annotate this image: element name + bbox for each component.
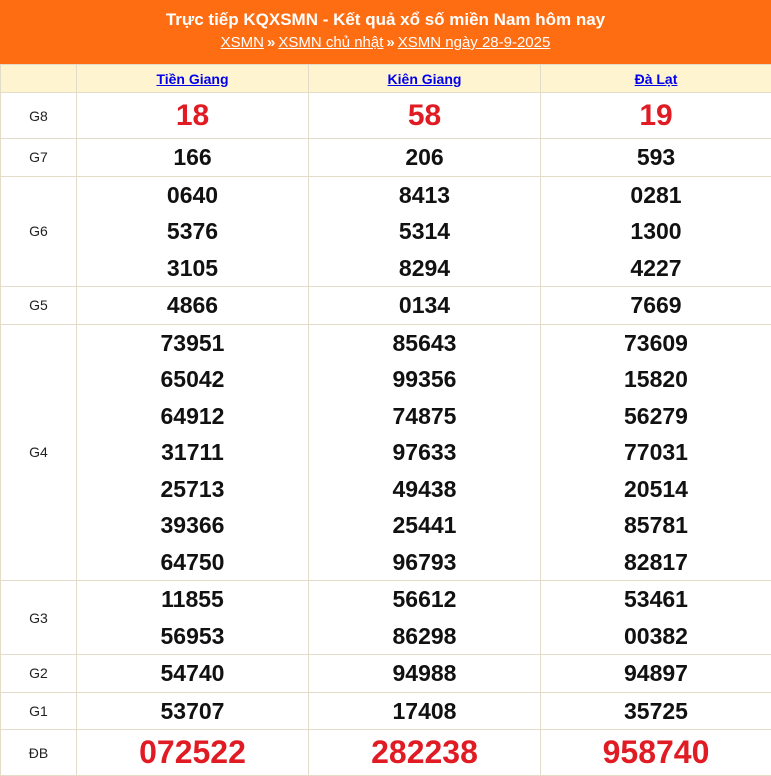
lottery-number: 86298 — [309, 618, 540, 655]
prize-cell — [309, 692, 541, 730]
prize-label: G7 — [1, 139, 77, 177]
lottery-number: 25713 — [77, 471, 308, 508]
prize-cell — [309, 655, 541, 693]
lottery-number: 11855 — [77, 581, 308, 618]
lottery-number: 77031 — [541, 434, 771, 471]
lottery-number: 73609 — [541, 325, 771, 362]
results-table — [0, 64, 771, 776]
lottery-number: 166 — [77, 139, 308, 176]
province-header-row — [1, 65, 771, 93]
prize-label: G8 — [1, 93, 77, 139]
lottery-number: 39366 — [77, 507, 308, 544]
lottery-number: 31711 — [77, 434, 308, 471]
lottery-number: 64750 — [77, 544, 308, 581]
lottery-number: 54740 — [77, 655, 308, 692]
prize-cell — [309, 176, 541, 287]
breadcrumb-xsmn-link[interactable]: XSMN — [221, 34, 264, 51]
prize-cell — [77, 324, 309, 581]
prize-row — [1, 655, 771, 693]
lottery-number: 94897 — [541, 655, 771, 692]
lottery-number: 5376 — [77, 213, 308, 250]
lottery-number: 17408 — [309, 693, 540, 730]
prize-cell — [541, 139, 771, 177]
prize-cell — [541, 581, 771, 655]
lottery-number: 85781 — [541, 507, 771, 544]
prize-cell — [77, 581, 309, 655]
lottery-number: 206 — [309, 139, 540, 176]
lottery-number: 958740 — [541, 730, 771, 775]
breadcrumb-separator: » — [267, 34, 275, 51]
lottery-number: 15820 — [541, 361, 771, 398]
lottery-number: 56612 — [309, 581, 540, 618]
prize-label: G5 — [1, 287, 77, 325]
lottery-number: 56953 — [77, 618, 308, 655]
lottery-number: 20514 — [541, 471, 771, 508]
lottery-number: 0134 — [309, 287, 540, 324]
lottery-number: 5314 — [309, 213, 540, 250]
breadcrumb-separator: » — [386, 34, 394, 51]
lottery-number: 8294 — [309, 250, 540, 287]
lottery-number: 282238 — [309, 730, 540, 775]
lottery-number: 072522 — [77, 730, 308, 775]
lottery-number: 0281 — [541, 177, 771, 214]
prize-cell — [309, 730, 541, 776]
prize-cell — [541, 324, 771, 581]
prize-column-header — [1, 65, 77, 93]
lottery-number: 85643 — [309, 325, 540, 362]
lottery-number: 7669 — [541, 287, 771, 324]
page-title: Trực tiếp KQXSMN - Kết quả xổ số miền Nam hôm nay — [0, 9, 771, 31]
province-link-kien-giang[interactable]: Kiên Giang — [388, 71, 462, 87]
lottery-number: 65042 — [77, 361, 308, 398]
lottery-number: 96793 — [309, 544, 540, 581]
prize-cell — [309, 324, 541, 581]
lottery-number: 00382 — [541, 618, 771, 655]
prize-label: G3 — [1, 581, 77, 655]
lottery-number: 82817 — [541, 544, 771, 581]
lottery-number: 97633 — [309, 434, 540, 471]
lottery-number: 593 — [541, 139, 771, 176]
prize-cell — [309, 139, 541, 177]
lottery-number: 53707 — [77, 693, 308, 730]
prize-cell — [77, 287, 309, 325]
prize-row — [1, 692, 771, 730]
lottery-number: 94988 — [309, 655, 540, 692]
lottery-number: 3105 — [77, 250, 308, 287]
province-header — [77, 65, 309, 93]
prize-cell — [309, 93, 541, 139]
lottery-number: 73951 — [77, 325, 308, 362]
prize-label: G4 — [1, 324, 77, 581]
prize-cell — [77, 730, 309, 776]
prize-row — [1, 176, 771, 287]
province-header — [541, 65, 771, 93]
prize-label: G1 — [1, 692, 77, 730]
prize-cell — [77, 655, 309, 693]
lottery-number: 56279 — [541, 398, 771, 435]
prize-cell — [77, 176, 309, 287]
prize-label: G2 — [1, 655, 77, 693]
prize-cell — [541, 655, 771, 693]
lottery-number: 64912 — [77, 398, 308, 435]
prize-row — [1, 139, 771, 177]
page-header — [0, 0, 771, 64]
lottery-number: 1300 — [541, 213, 771, 250]
lottery-number: 53461 — [541, 581, 771, 618]
prize-cell — [541, 730, 771, 776]
lottery-number: 18 — [77, 93, 308, 138]
lottery-number: 35725 — [541, 693, 771, 730]
prize-row — [1, 93, 771, 139]
province-header — [309, 65, 541, 93]
lottery-number: 4866 — [77, 287, 308, 324]
prize-row — [1, 581, 771, 655]
prize-cell — [77, 692, 309, 730]
breadcrumb-xsmn-date-link[interactable]: XSMN ngày 28-9-2025 — [398, 34, 551, 51]
prize-cell — [309, 287, 541, 325]
lottery-number: 4227 — [541, 250, 771, 287]
results-body — [1, 93, 771, 776]
breadcrumb-xsmn-sunday-link[interactable]: XSMN chủ nhật — [278, 34, 383, 51]
prize-label: G6 — [1, 176, 77, 287]
province-link-da-lat[interactable]: Đà Lạt — [635, 71, 678, 87]
lottery-number: 99356 — [309, 361, 540, 398]
prize-cell — [541, 692, 771, 730]
lottery-number: 25441 — [309, 507, 540, 544]
prize-row — [1, 324, 771, 581]
prize-label: ĐB — [1, 730, 77, 776]
prize-row — [1, 287, 771, 325]
prize-cell — [77, 93, 309, 139]
prize-cell — [77, 139, 309, 177]
lottery-number: 8413 — [309, 177, 540, 214]
prize-cell — [541, 93, 771, 139]
lottery-number: 58 — [309, 93, 540, 138]
province-link-tien-giang[interactable]: Tiền Giang — [156, 71, 228, 87]
prize-cell — [541, 287, 771, 325]
prize-row — [1, 730, 771, 776]
lottery-number: 0640 — [77, 177, 308, 214]
prize-cell — [309, 581, 541, 655]
breadcrumb — [0, 33, 771, 53]
lottery-number: 49438 — [309, 471, 540, 508]
lottery-number: 19 — [541, 93, 771, 138]
lottery-number: 74875 — [309, 398, 540, 435]
prize-cell — [541, 176, 771, 287]
